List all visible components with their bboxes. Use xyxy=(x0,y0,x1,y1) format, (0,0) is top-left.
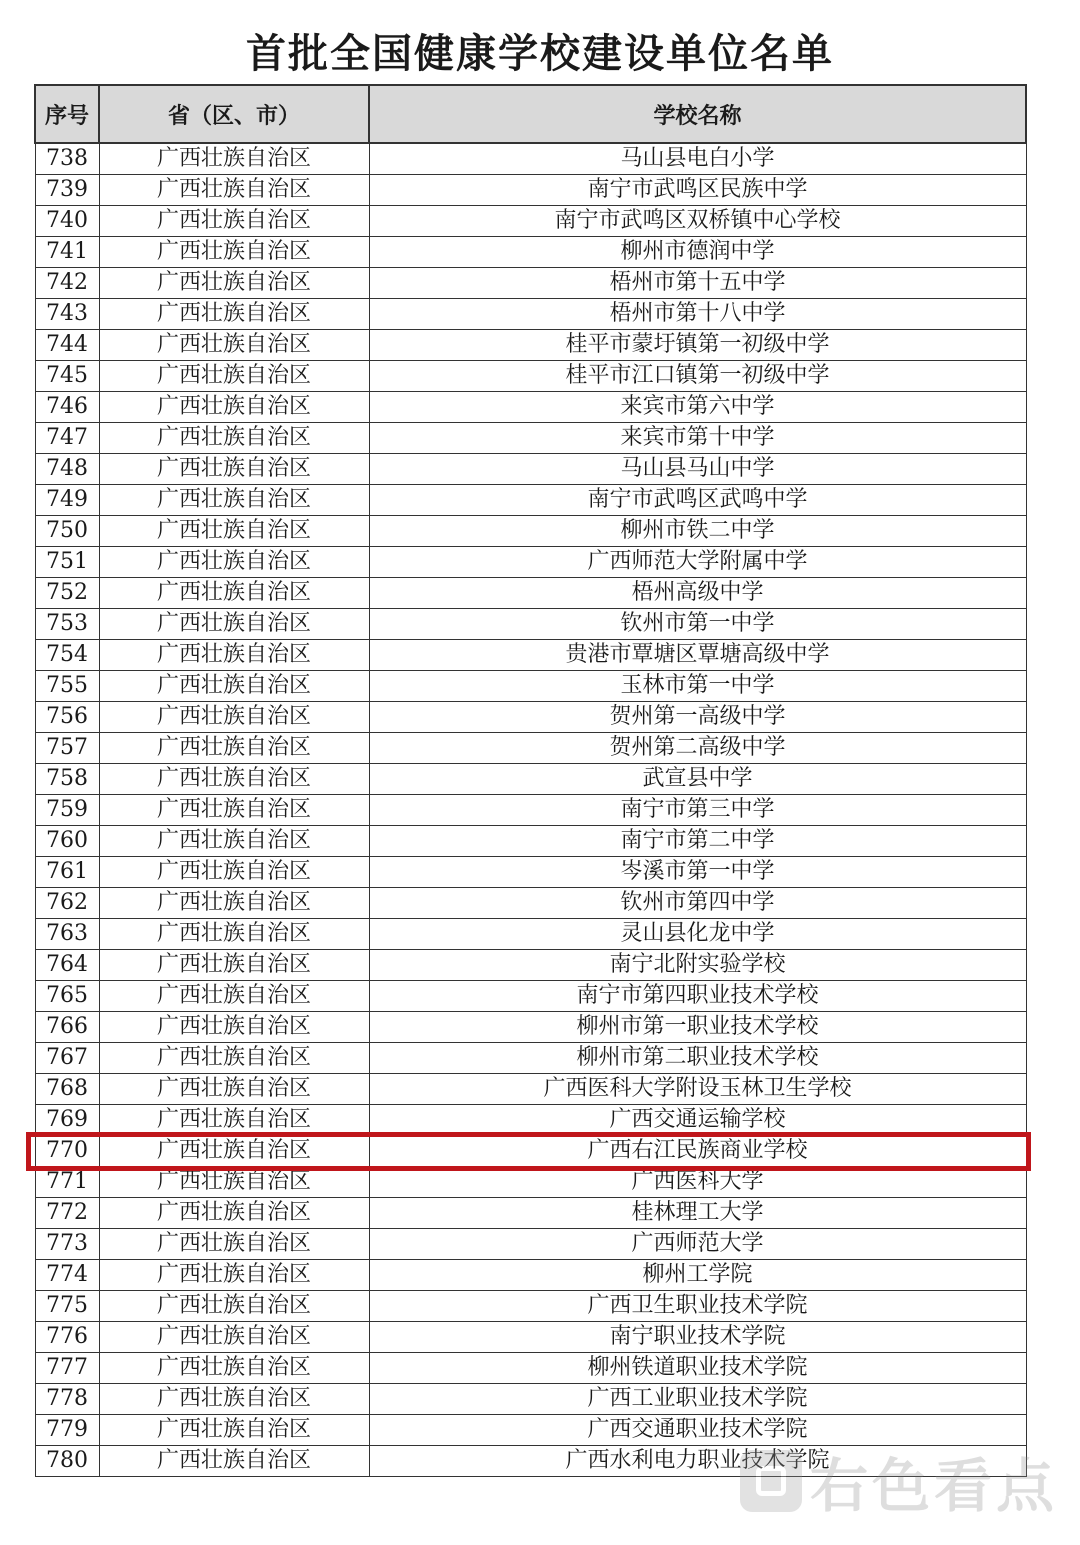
cell-serial-number: 761 xyxy=(35,857,99,888)
cell-school-name: 广西师范大学 xyxy=(369,1229,1026,1260)
table-row xyxy=(35,1167,1026,1198)
table-row xyxy=(35,1229,1026,1260)
table-row xyxy=(35,733,1026,764)
cell-province: 广西壮族自治区 xyxy=(99,1136,369,1167)
cell-province: 广西壮族自治区 xyxy=(99,1167,369,1198)
cell-province: 广西壮族自治区 xyxy=(99,888,369,919)
cell-school-name: 来宾市第十中学 xyxy=(369,423,1026,454)
cell-serial-number: 754 xyxy=(35,640,99,671)
cell-serial-number: 762 xyxy=(35,888,99,919)
table-header-row xyxy=(35,85,1026,143)
cell-province: 广西壮族自治区 xyxy=(99,330,369,361)
cell-serial-number: 773 xyxy=(35,1229,99,1260)
table-row xyxy=(35,950,1026,981)
table-row xyxy=(35,1384,1026,1415)
cell-province: 广西壮族自治区 xyxy=(99,981,369,1012)
cell-serial-number: 776 xyxy=(35,1322,99,1353)
watermark xyxy=(740,1439,1058,1523)
cell-school-name: 梧州市第十五中学 xyxy=(369,268,1026,299)
table-body xyxy=(35,143,1026,1477)
table-row xyxy=(35,143,1026,175)
table-row xyxy=(35,206,1026,237)
table-row xyxy=(35,454,1026,485)
cell-school-name: 广西医科大学 xyxy=(369,1167,1026,1198)
cell-serial-number: 744 xyxy=(35,330,99,361)
cell-province: 广西壮族自治区 xyxy=(99,640,369,671)
cell-school-name: 广西水利电力职业技术学院 xyxy=(369,1446,1026,1477)
cell-province: 广西壮族自治区 xyxy=(99,175,369,206)
cell-serial-number: 765 xyxy=(35,981,99,1012)
cell-serial-number: 767 xyxy=(35,1043,99,1074)
cell-school-name: 南宁市第四职业技术学校 xyxy=(369,981,1026,1012)
cell-school-name: 柳州市铁二中学 xyxy=(369,516,1026,547)
cell-school-name: 马山县电白小学 xyxy=(369,143,1026,175)
cell-school-name: 广西工业职业技术学院 xyxy=(369,1384,1026,1415)
table-row xyxy=(35,547,1026,578)
cell-serial-number: 742 xyxy=(35,268,99,299)
cell-serial-number: 759 xyxy=(35,795,99,826)
cell-school-name: 南宁北附实验学校 xyxy=(369,950,1026,981)
cell-serial-number: 743 xyxy=(35,299,99,330)
cell-serial-number: 748 xyxy=(35,454,99,485)
table-row xyxy=(35,1260,1026,1291)
cell-serial-number: 769 xyxy=(35,1105,99,1136)
table-row xyxy=(35,361,1026,392)
cell-province: 广西壮族自治区 xyxy=(99,1043,369,1074)
table-row xyxy=(35,702,1026,733)
cell-school-name: 钦州市第四中学 xyxy=(369,888,1026,919)
table-row xyxy=(35,1322,1026,1353)
cell-school-name: 南宁市武鸣区双桥镇中心学校 xyxy=(369,206,1026,237)
cell-school-name: 广西右江民族商业学校 xyxy=(369,1136,1026,1167)
cell-serial-number: 763 xyxy=(35,919,99,950)
table-row xyxy=(35,1074,1026,1105)
header-province: 省（区、市） xyxy=(99,85,369,143)
cell-serial-number: 745 xyxy=(35,361,99,392)
school-list-table xyxy=(34,84,1027,1477)
cell-province: 广西壮族自治区 xyxy=(99,392,369,423)
cell-school-name: 岑溪市第一中学 xyxy=(369,857,1026,888)
cell-serial-number: 764 xyxy=(35,950,99,981)
cell-school-name: 南宁市第三中学 xyxy=(369,795,1026,826)
cell-serial-number: 779 xyxy=(35,1415,99,1446)
table-row xyxy=(35,1105,1026,1136)
cell-province: 广西壮族自治区 xyxy=(99,1198,369,1229)
cell-school-name: 梧州市第十八中学 xyxy=(369,299,1026,330)
cell-province: 广西壮族自治区 xyxy=(99,1012,369,1043)
cell-school-name: 灵山县化龙中学 xyxy=(369,919,1026,950)
cell-serial-number: 755 xyxy=(35,671,99,702)
table-row xyxy=(35,1353,1026,1384)
cell-province: 广西壮族自治区 xyxy=(99,609,369,640)
cell-school-name: 广西师范大学附属中学 xyxy=(369,547,1026,578)
cell-school-name: 来宾市第六中学 xyxy=(369,392,1026,423)
table-row xyxy=(35,640,1026,671)
cell-province: 广西壮族自治区 xyxy=(99,919,369,950)
cell-school-name: 马山县马山中学 xyxy=(369,454,1026,485)
cell-school-name: 广西卫生职业技术学院 xyxy=(369,1291,1026,1322)
watermark-text: 右色看点 xyxy=(809,1452,1058,1520)
cell-serial-number: 772 xyxy=(35,1198,99,1229)
table-row xyxy=(35,826,1026,857)
cell-province: 广西壮族自治区 xyxy=(99,795,369,826)
cell-serial-number: 753 xyxy=(35,609,99,640)
cell-serial-number: 770 xyxy=(35,1136,99,1167)
cell-province: 广西壮族自治区 xyxy=(99,547,369,578)
cell-province: 广西壮族自治区 xyxy=(99,1291,369,1322)
table-row xyxy=(35,795,1026,826)
table-row xyxy=(35,1291,1026,1322)
table-row xyxy=(35,392,1026,423)
table-row xyxy=(35,764,1026,795)
table-row xyxy=(35,485,1026,516)
cell-serial-number: 768 xyxy=(35,1074,99,1105)
cell-school-name: 柳州工学院 xyxy=(369,1260,1026,1291)
watermark-logo-icon xyxy=(740,1450,802,1512)
cell-province: 广西壮族自治区 xyxy=(99,454,369,485)
cell-serial-number: 774 xyxy=(35,1260,99,1291)
cell-province: 广西壮族自治区 xyxy=(99,764,369,795)
cell-school-name: 梧州高级中学 xyxy=(369,578,1026,609)
table-row xyxy=(35,423,1026,454)
cell-province: 广西壮族自治区 xyxy=(99,1322,369,1353)
cell-school-name: 贺州第一高级中学 xyxy=(369,702,1026,733)
table-row xyxy=(35,1136,1026,1167)
cell-school-name: 钦州市第一中学 xyxy=(369,609,1026,640)
table-row xyxy=(35,1198,1026,1229)
cell-school-name: 贵港市覃塘区覃塘高级中学 xyxy=(369,640,1026,671)
cell-province: 广西壮族自治区 xyxy=(99,1415,369,1446)
table-row xyxy=(35,919,1026,950)
cell-province: 广西壮族自治区 xyxy=(99,1446,369,1477)
cell-school-name: 柳州市第一职业技术学校 xyxy=(369,1012,1026,1043)
table-row xyxy=(35,981,1026,1012)
cell-province: 广西壮族自治区 xyxy=(99,1260,369,1291)
cell-serial-number: 758 xyxy=(35,764,99,795)
cell-school-name: 柳州市德润中学 xyxy=(369,237,1026,268)
cell-serial-number: 749 xyxy=(35,485,99,516)
table-row xyxy=(35,888,1026,919)
table-row xyxy=(35,175,1026,206)
table-row xyxy=(35,237,1026,268)
table-row xyxy=(35,671,1026,702)
cell-serial-number: 756 xyxy=(35,702,99,733)
cell-serial-number: 750 xyxy=(35,516,99,547)
cell-school-name: 桂平市蒙圩镇第一初级中学 xyxy=(369,330,1026,361)
cell-school-name: 贺州第二高级中学 xyxy=(369,733,1026,764)
cell-serial-number: 746 xyxy=(35,392,99,423)
cell-serial-number: 752 xyxy=(35,578,99,609)
cell-province: 广西壮族自治区 xyxy=(99,702,369,733)
cell-province: 广西壮族自治区 xyxy=(99,1353,369,1384)
cell-province: 广西壮族自治区 xyxy=(99,516,369,547)
table-row xyxy=(35,1012,1026,1043)
table-row xyxy=(35,578,1026,609)
cell-serial-number: 741 xyxy=(35,237,99,268)
cell-province: 广西壮族自治区 xyxy=(99,485,369,516)
cell-school-name: 南宁市武鸣区武鸣中学 xyxy=(369,485,1026,516)
table-row xyxy=(35,330,1026,361)
cell-province: 广西壮族自治区 xyxy=(99,1384,369,1415)
cell-province: 广西壮族自治区 xyxy=(99,733,369,764)
table-row xyxy=(35,1043,1026,1074)
cell-province: 广西壮族自治区 xyxy=(99,1074,369,1105)
cell-school-name: 广西交通运输学校 xyxy=(369,1105,1026,1136)
cell-province: 广西壮族自治区 xyxy=(99,578,369,609)
cell-serial-number: 747 xyxy=(35,423,99,454)
cell-serial-number: 766 xyxy=(35,1012,99,1043)
cell-province: 广西壮族自治区 xyxy=(99,857,369,888)
cell-province: 广西壮族自治区 xyxy=(99,671,369,702)
cell-serial-number: 775 xyxy=(35,1291,99,1322)
cell-province: 广西壮族自治区 xyxy=(99,1229,369,1260)
cell-serial-number: 757 xyxy=(35,733,99,764)
table-row xyxy=(35,268,1026,299)
cell-school-name: 柳州市第二职业技术学校 xyxy=(369,1043,1026,1074)
table-header xyxy=(35,85,1026,143)
cell-serial-number: 777 xyxy=(35,1353,99,1384)
cell-serial-number: 751 xyxy=(35,547,99,578)
cell-serial-number: 760 xyxy=(35,826,99,857)
header-school-name: 学校名称 xyxy=(369,85,1026,143)
cell-school-name: 广西交通职业技术学院 xyxy=(369,1415,1026,1446)
cell-province: 广西壮族自治区 xyxy=(99,237,369,268)
cell-serial-number: 778 xyxy=(35,1384,99,1415)
cell-school-name: 柳州铁道职业技术学院 xyxy=(369,1353,1026,1384)
cell-province: 广西壮族自治区 xyxy=(99,361,369,392)
table-row xyxy=(35,516,1026,547)
cell-school-name: 桂林理工大学 xyxy=(369,1198,1026,1229)
page-title: 首批全国健康学校建设单位名单 xyxy=(246,31,834,77)
cell-province: 广西壮族自治区 xyxy=(99,423,369,454)
cell-school-name: 广西医科大学附设玉林卫生学校 xyxy=(369,1074,1026,1105)
cell-province: 广西壮族自治区 xyxy=(99,143,369,175)
cell-school-name: 南宁市武鸣区民族中学 xyxy=(369,175,1026,206)
cell-serial-number: 738 xyxy=(35,143,99,175)
cell-serial-number: 771 xyxy=(35,1167,99,1198)
table-row xyxy=(35,299,1026,330)
cell-school-name: 武宣县中学 xyxy=(369,764,1026,795)
cell-province: 广西壮族自治区 xyxy=(99,1105,369,1136)
cell-province: 广西壮族自治区 xyxy=(99,826,369,857)
cell-province: 广西壮族自治区 xyxy=(99,268,369,299)
cell-serial-number: 739 xyxy=(35,175,99,206)
cell-school-name: 桂平市江口镇第一初级中学 xyxy=(369,361,1026,392)
header-serial-number: 序号 xyxy=(35,85,99,143)
cell-province: 广西壮族自治区 xyxy=(99,299,369,330)
cell-province: 广西壮族自治区 xyxy=(99,206,369,237)
table-row xyxy=(35,857,1026,888)
cell-serial-number: 740 xyxy=(35,206,99,237)
cell-school-name: 南宁市第二中学 xyxy=(369,826,1026,857)
cell-serial-number: 780 xyxy=(35,1446,99,1477)
cell-school-name: 玉林市第一中学 xyxy=(369,671,1026,702)
cell-school-name: 南宁职业技术学院 xyxy=(369,1322,1026,1353)
cell-province: 广西壮族自治区 xyxy=(99,950,369,981)
table-row xyxy=(35,609,1026,640)
